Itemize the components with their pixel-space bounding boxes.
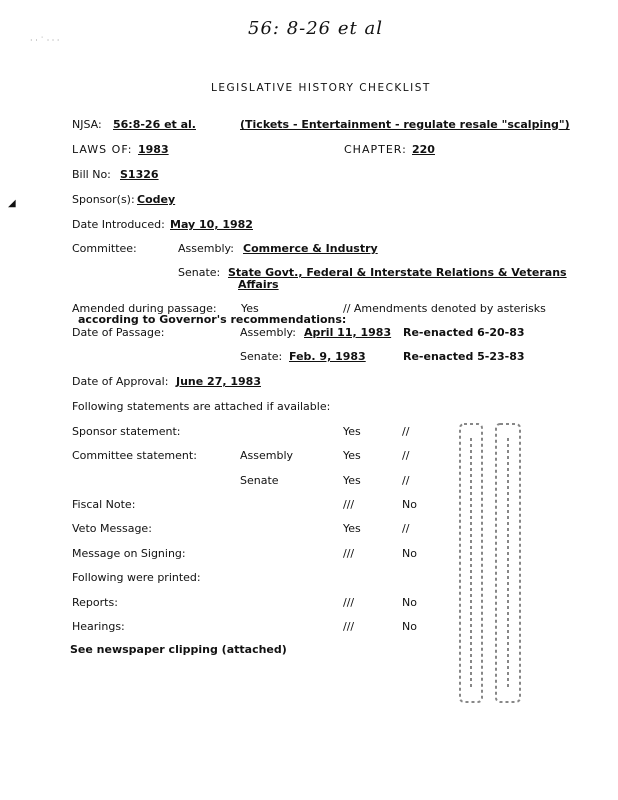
- passage-senate-reenacted: Re-enacted 5-23-83: [403, 350, 525, 363]
- page-title: LEGISLATIVE HISTORY CHECKLIST: [211, 82, 431, 94]
- statement-yes: Yes: [343, 474, 361, 487]
- bill-value: S1326: [120, 168, 159, 181]
- printed-label: Reports:: [72, 596, 118, 609]
- statement-yes: ///: [343, 547, 355, 560]
- passage-senate-label: Senate:: [240, 350, 283, 363]
- printed-no: No: [402, 596, 417, 609]
- printed-label: Hearings:: [72, 620, 125, 633]
- statement-label: Sponsor statement:: [72, 425, 181, 438]
- date-introduced-label: Date Introduced:: [72, 218, 165, 231]
- statement-label: Message on Signing:: [72, 547, 186, 560]
- chapter-label: CHAPTER:: [344, 143, 407, 156]
- njsa-value: 56:8-26 et al.: [113, 118, 196, 131]
- passage-assembly-label: Assembly:: [240, 326, 296, 339]
- handwritten-reference: 56: 8-26 et al: [248, 18, 383, 39]
- statement-no: No: [402, 547, 417, 560]
- statement-label: Committee statement:: [72, 449, 197, 462]
- printed-yes: ///: [343, 620, 355, 633]
- committee-assembly-label: Assembly:: [178, 242, 234, 255]
- chapter-value: 220: [412, 143, 435, 156]
- njsa-label: NJSA:: [72, 118, 102, 131]
- library-stamp: [452, 418, 536, 708]
- printed-yes: ///: [343, 596, 355, 609]
- amended-note: // Amendments denoted by asterisks: [343, 302, 546, 315]
- sponsor-label: Sponsor(s):: [72, 193, 135, 206]
- passage-senate-value: Feb. 9, 1983: [289, 350, 366, 363]
- newspaper-clipping-note: See newspaper clipping (attached): [70, 643, 287, 656]
- statement-no: //: [402, 474, 410, 487]
- statement-sub: Senate: [240, 474, 279, 487]
- amended-note-cont: according to Governor's recommendations:: [78, 313, 347, 326]
- passage-assembly-reenacted: Re-enacted 6-20-83: [403, 326, 525, 339]
- passage-assembly-value: April 11, 1983: [304, 326, 392, 339]
- committee-label: Committee:: [72, 242, 137, 255]
- committee-senate-value-cont: Affairs: [238, 278, 279, 291]
- approval-label: Date of Approval:: [72, 375, 169, 388]
- statement-no: //: [402, 522, 410, 535]
- passage-label: Date of Passage:: [72, 326, 165, 339]
- statement-yes: Yes: [343, 449, 361, 462]
- statement-yes: Yes: [343, 425, 361, 438]
- statement-label: Veto Message:: [72, 522, 152, 535]
- printed-no: No: [402, 620, 417, 633]
- statement-yes: Yes: [343, 522, 361, 535]
- statements-heading: Following statements are attached if available:: [72, 400, 331, 413]
- printed-heading: Following were printed:: [72, 571, 201, 584]
- date-introduced-value: May 10, 1982: [170, 218, 253, 231]
- statement-no: //: [402, 449, 410, 462]
- bill-label: Bill No:: [72, 168, 111, 181]
- statement-label: Fiscal Note:: [72, 498, 136, 511]
- scan-mark: ◢: [8, 198, 16, 209]
- statement-no: //: [402, 425, 410, 438]
- sponsor-value: Codey: [137, 193, 176, 206]
- statement-yes: ///: [343, 498, 355, 511]
- scan-specks: · · ˙ · · ·: [30, 36, 60, 45]
- committee-senate-value: State Govt., Federal & Interstate Relations & Veterans: [228, 266, 567, 279]
- committee-assembly-value: Commerce & Industry: [243, 242, 378, 255]
- statement-sub: Assembly: [240, 449, 294, 462]
- laws-of-value: 1983: [138, 143, 169, 156]
- laws-of-label: LAWS OF:: [72, 143, 133, 156]
- approval-value: June 27, 1983: [176, 375, 261, 388]
- statement-no: No: [402, 498, 417, 511]
- njsa-subject: (Tickets - Entertainment - regulate resale "scalping"): [240, 118, 570, 131]
- committee-senate-label: Senate:: [178, 266, 221, 279]
- amended-value: Yes: [241, 302, 259, 315]
- amended-label: Amended during passage:: [72, 302, 217, 315]
